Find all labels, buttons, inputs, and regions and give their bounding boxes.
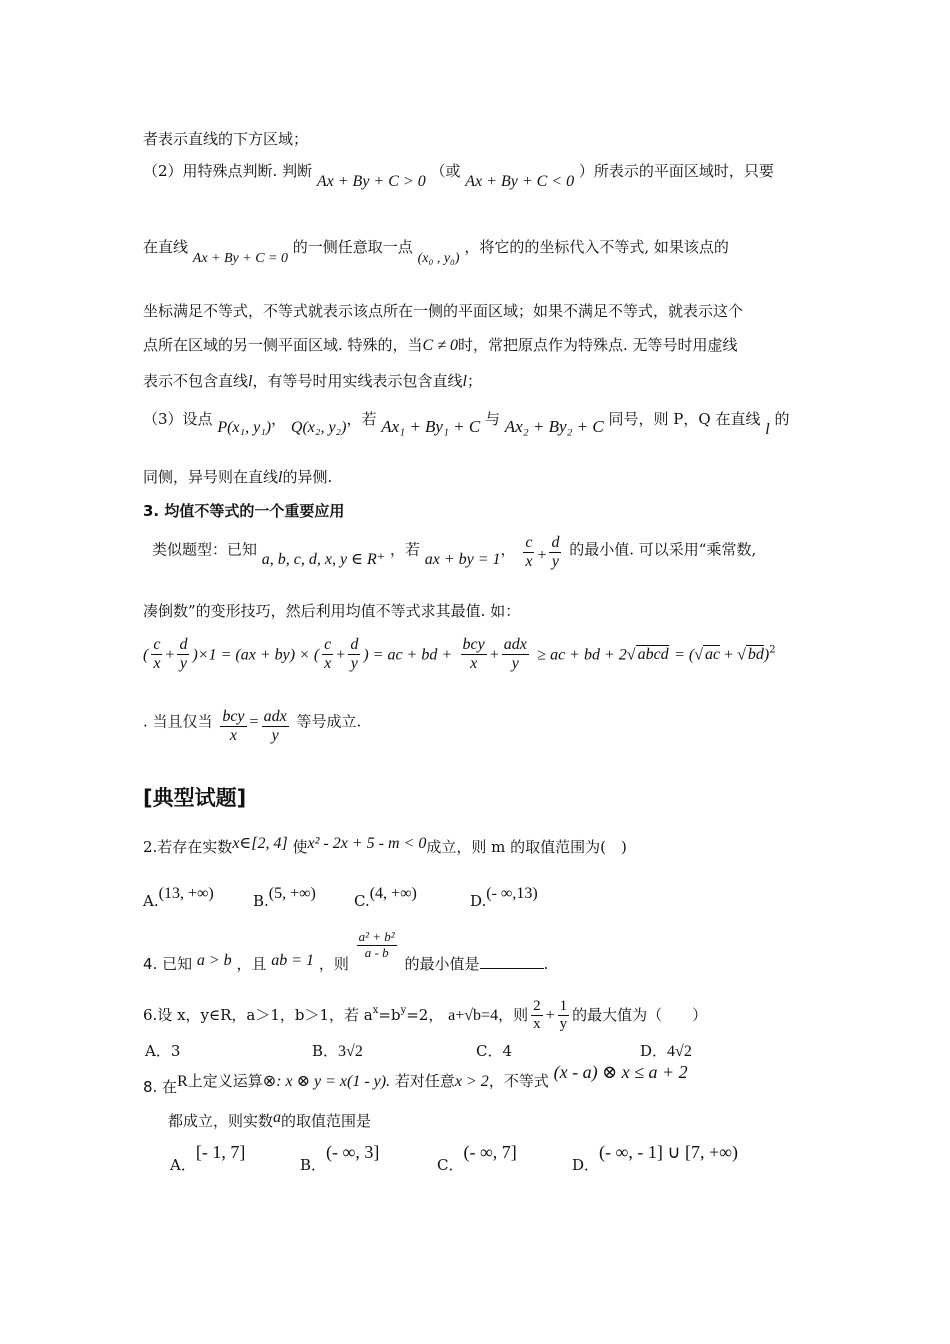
option-d: D．(- ∞, - 1] ∪ [7, +∞)	[572, 1142, 738, 1174]
text-line: （2）用特殊点判断. 判断 Ax + By + C > 0 （或 Ax + By + C < 0 ）所表示的平面区域时，只要	[143, 162, 774, 190]
text-line: （3）设点 P(x₁, y₁)， Q(x₂, y₂)，若 Ax₁ + By₁ + C 与 Ax₂ + By₂ + C 同号，则 P，Q 在直线 l 的	[143, 410, 790, 438]
option-a: A．[- 1, 7]	[170, 1142, 246, 1174]
equation: ( $\frac{c}{x}$ + $\frac{d}{y}$ )×1 = (ax + by) × ( $\frac{c}{x}$ + $\frac{d}{y}$ ) = ac + bd + $\frac{\text{bcy}}{x}$ + $\frac{\text{adx}}{y}$ ≥ ac + bd + 2√ abcd = (√ ac + √ bd)$^2$	[143, 636, 776, 673]
fraction: $\frac{\text{a² + b²}}{a - b}$	[358, 929, 395, 960]
fraction: $\frac{c}{x}$	[153, 636, 161, 673]
option-c: C.(4, +∞)	[354, 885, 417, 910]
section-heading: [典型试题]	[143, 786, 247, 810]
option-b: B．3√2	[312, 1042, 363, 1060]
option-c: C．(- ∞, 7]	[437, 1142, 517, 1174]
fraction: $\frac{d}{y}$	[350, 636, 359, 673]
question-2: 2.若存在实数x∈[2, 4] 使x² - 2x + 5 - m < 0成立，则 m 的取值范围为( )	[143, 835, 627, 856]
fraction: $\frac{c}{x}$	[324, 636, 332, 673]
text-line: 凑倒数”的变形技巧，然后利用均值不等式求其最值. 如：	[143, 602, 521, 620]
text-line: 点所在区域的另一侧平面区域. 特殊的，当C ≠ 0时，常把原点作为特殊点. 无等号时用虚线	[143, 336, 738, 354]
option-b: B．(- ∞, 3]	[300, 1142, 380, 1174]
option-a: A．3	[145, 1042, 181, 1060]
fraction: $\frac{\text{bcy}}{x}$	[222, 708, 245, 745]
text-line: 表示不包含直线l，有等号时用实线表示包含直线l；	[143, 372, 482, 390]
text-line: 者表示直线的下方区域；	[143, 130, 309, 148]
option-d: D.(- ∞,13)	[470, 885, 538, 910]
question-4: 4. 已知 a > b ，且 ab = 1 ，则 $\frac{\text{a² + b²}}{a - b}$ 的最小值是 .	[143, 929, 549, 974]
fraction: $\frac{\text{adx}}{y}$	[503, 636, 527, 673]
text-line: 坐标满足不等式，不等式就表示该点所在一侧的平面区域；如果不满足不等式，就表示这个	[143, 302, 744, 320]
text-line: 类似题型：已知 a, b, c, d, x, y ∈ R⁺ ，若 ax + by = 1， $\frac{c}{x}$ + $\frac{d}{y}$ 的最小值. 可以采用“乘常数,	[152, 534, 757, 571]
text-line: 在直线 Ax + By + C = 0 的一侧任意取一点 (x₀ , y₀) ，将它的的坐标代入不等式, 如果该点的	[143, 238, 729, 266]
question-6: 6.设 x，y∈R，a＞1，b＞1，若 $a^x=b^y=2$， a+√b=4，则 $\frac{2}{x}$ + $\frac{1}{y}$ 的最大值为（ ）	[143, 998, 708, 1033]
text-line: 同侧，异号则在直线l的异侧.	[143, 468, 333, 486]
fraction: $\frac{d}{y}$	[179, 636, 188, 673]
text-line: . 当且仅当 $\frac{\text{bcy}}{x}$ = $\frac{\text{adx}}{y}$ 等号成立.	[143, 708, 362, 745]
question-8: 8. 在R上定义运算⊗: x ⊗ y = x(1 - y). 若对任意x > 2，不等式 (x - a) ⊗ x ≤ a + 2	[143, 1062, 688, 1096]
option-a: A.(13, +∞)	[143, 885, 214, 910]
fraction: $\frac{2}{x}$	[533, 998, 541, 1033]
fraction: $\frac{\text{bcy}}{x}$	[462, 636, 485, 673]
text-line: 都成立，则实数a的取值范围是	[168, 1109, 372, 1130]
fraction: $\frac{c}{x}$	[525, 534, 533, 571]
answer-blank[interactable]	[480, 954, 544, 969]
fraction: $\frac{d}{y}$	[551, 534, 560, 571]
fraction: $\frac{\text{adx}}{y}$	[263, 708, 287, 745]
fraction: $\frac{1}{y}$	[559, 998, 568, 1033]
option-d: D．4√2	[640, 1042, 692, 1060]
option-b: B.(5, +∞)	[253, 885, 316, 910]
section-heading: 3. 均值不等式的一个重要应用	[143, 502, 345, 520]
option-c: C．4	[476, 1042, 513, 1060]
